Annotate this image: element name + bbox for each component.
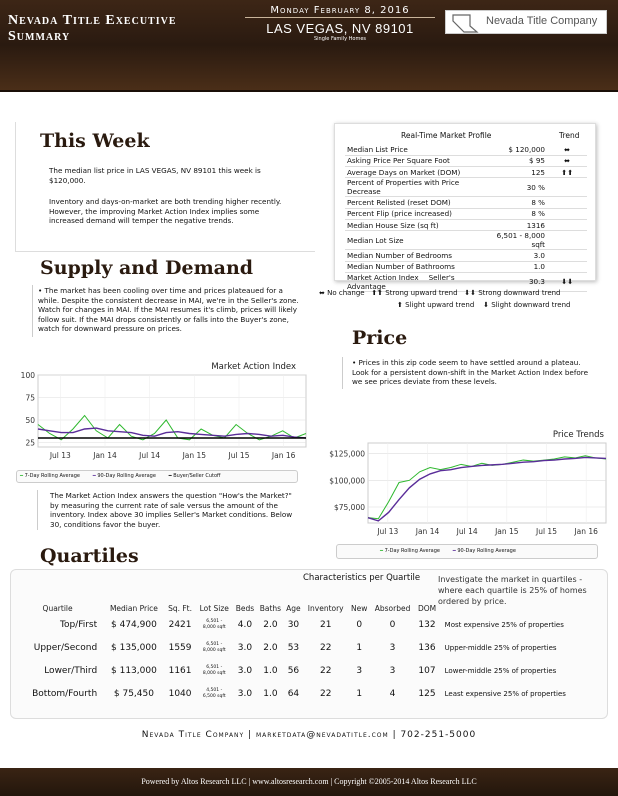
lot-size-line1: 6,501 - <box>206 618 223 624</box>
quartile-cell-abs: 0 <box>389 619 396 630</box>
quartile-column-header: DOM <box>417 604 437 613</box>
quartile-desc-header <box>439 604 602 613</box>
quartile-cell-abs: 3 <box>389 665 396 676</box>
profile-label: Percent Relisted (reset DOM) <box>345 197 493 208</box>
profile-value: 8 % <box>493 197 547 208</box>
trend-icon <box>547 178 587 197</box>
this-week-heading: This Week <box>40 130 150 152</box>
x-tick-label: Jan 15 <box>182 451 207 460</box>
report-title: Nevada Title Executive Summary <box>8 13 177 44</box>
this-week-trends: Inventory and days-on-market are both trending higher recently. However, the improving Market Action Index implies some increased demand will temper the negative trends. <box>49 197 282 225</box>
x-tick-label: Jan 15 <box>495 527 519 536</box>
legend-no-change: No change <box>327 289 365 297</box>
company-logo <box>445 10 607 34</box>
quartile-cell-dom: 107 <box>418 665 436 676</box>
quartile-cell-sqft: 2421 <box>168 619 192 630</box>
profile-value: 3.0 <box>493 250 547 261</box>
quartile-cell-new: 3 <box>356 665 363 676</box>
quartile-cell-abs: 3 <box>389 642 396 653</box>
report-date: Monday February 8, 2016 <box>270 5 410 16</box>
y-tick-label: $100,000 <box>329 476 365 486</box>
quartile-cell-inv: 22 <box>319 642 332 653</box>
price-text <box>352 358 592 387</box>
y-tick-label: $75,000 <box>333 503 365 512</box>
quartile-column-header: New <box>351 604 368 613</box>
no-change-icon: ⬌ <box>319 289 325 297</box>
quartile-column-header: Lot Size <box>199 604 229 613</box>
x-tick-label: Jan 16 <box>574 527 598 536</box>
mai-legend-90day: 90-Day Rolling Average <box>97 473 156 479</box>
quartile-row <box>12 636 602 659</box>
quartile-cell-q: Lower/Third <box>44 665 98 676</box>
strong-up-icon: ⬆⬆ <box>371 289 384 297</box>
quartile-column-header: Sq. Ft. <box>168 604 193 613</box>
profile-row <box>345 250 587 261</box>
profile-row <box>345 178 587 197</box>
quartile-cell-desc: Upper-middle 25% of properties <box>444 643 557 652</box>
slight-down-icon: ⬇ <box>483 301 490 309</box>
profile-row <box>345 155 587 166</box>
market-profile-card <box>334 123 596 291</box>
quartile-column-header: Age <box>286 604 301 613</box>
profile-label: Percent of Properties with Price Decrease <box>345 178 493 197</box>
quartile-column-header: Baths <box>259 604 282 613</box>
header-band <box>0 0 618 92</box>
supply-demand-text <box>38 286 300 334</box>
property-type: Single Family Homes <box>313 36 366 42</box>
price-trends-chart <box>318 425 610 540</box>
profile-label: Percent Flip (price increased) <box>345 208 493 219</box>
trend-icon: ⬆⬆ <box>547 167 587 178</box>
quartile-cell-beds: 3.0 <box>237 642 253 653</box>
profile-row <box>345 231 587 250</box>
lot-size-line2: 8,000 sqft <box>202 624 226 630</box>
quartile-cell-age: 30 <box>287 619 300 630</box>
profile-value: $ 95 <box>493 155 547 166</box>
x-tick-label: Jul 15 <box>228 451 250 460</box>
chart-title: Price Trends <box>552 430 604 440</box>
quartile-cell-baths: 2.0 <box>263 619 278 630</box>
x-tick-label: Jan 14 <box>415 527 440 536</box>
x-tick-label: Jul 15 <box>536 527 557 536</box>
trend-icon: ⬌ <box>547 144 587 155</box>
quartile-cell-beds: 4.0 <box>237 619 253 630</box>
mai-legend-items: ━ 7-Day Rolling Average ━ 90-Day Rolling Average ━ Buyer/Seller Cutoff <box>20 473 221 479</box>
this-week-summary: The median list price in LAS VEGAS, NV 89101 this week is $120,000. <box>49 166 261 185</box>
quartile-cell-q: Bottom/Fourth <box>32 688 98 699</box>
profile-row <box>345 197 587 208</box>
profile-label-1: Market Action Index <box>347 272 419 282</box>
profile-value: 6,501 - 8,000 sqft <box>493 231 547 250</box>
quartile-cell-lot <box>195 659 233 682</box>
nevada-map-icon <box>450 13 480 33</box>
quartile-cell-inv: 22 <box>319 665 332 676</box>
price-legend-7day: 7-Day Rolling Average <box>384 548 440 554</box>
quartile-column-header: Inventory <box>307 604 344 613</box>
profile-label: Median List Price <box>345 144 493 155</box>
profile-value: 125 <box>493 167 547 178</box>
legend-slight-up: Slight upward trend <box>405 301 475 309</box>
bullet-icon: • <box>352 358 359 367</box>
quartiles-heading: Quartiles <box>40 545 139 567</box>
contact-line: Nevada Title Company | marketdata@nevadatitle.com | 702-251-5000 <box>141 730 477 740</box>
plot-area <box>38 375 306 447</box>
quartile-cell-q: Top/First <box>59 619 98 630</box>
mai-legend-cutoff: Buyer/Seller Cutoff <box>173 473 221 479</box>
market-profile-table <box>345 144 587 292</box>
quartile-cell-new: 1 <box>356 688 363 699</box>
quartile-cell-baths: 2.0 <box>263 642 278 653</box>
x-tick-label: Jul 14 <box>139 451 161 460</box>
legend-strong-up: Strong upward trend <box>385 289 458 297</box>
lot-size-line2: 8,000 sqft <box>202 647 226 653</box>
footer-band: Powered by Altos Research LLC | www.altosresearch.com | Copyright ©2005-2014 Altos Research LLC <box>0 768 618 796</box>
quartile-cell-dom: 132 <box>418 619 436 630</box>
quartile-cell-q: Upper/Second <box>33 642 98 653</box>
quartile-cell-abs: 4 <box>389 688 396 699</box>
x-tick-label: Jul 13 <box>49 451 71 460</box>
y-tick-label: $125,000 <box>329 449 365 459</box>
quartile-cell-price: $ 113,000 <box>111 665 157 676</box>
plot-area <box>368 443 606 523</box>
x-tick-label: Jan 16 <box>271 451 296 460</box>
mai-explanation: The Market Action Index answers the question "How's the Market?" by measuring the current rate of sale versus the amount of the inventory. Index above 30 implies Seller's Market conditions. Below 30, conditions favor the buyer. <box>50 491 293 529</box>
quartile-row <box>12 659 602 682</box>
profile-label: Median Number of Bathrooms <box>345 261 493 272</box>
quartile-cell-price: $ 474,900 <box>111 619 157 630</box>
y-tick-label: 50 <box>25 416 35 425</box>
legend-slight-down: Slight downward trend <box>491 301 571 309</box>
supply-demand-heading: Supply and Demand <box>40 257 254 279</box>
y-tick-label: 25 <box>25 438 35 448</box>
trend-icon <box>547 197 587 208</box>
profile-row <box>345 261 587 272</box>
y-tick-label: 100 <box>20 371 35 380</box>
quartile-column-header: Median Price <box>109 604 158 613</box>
profile-label: Median House Size (sq ft) <box>345 219 493 230</box>
quartile-cell-new: 1 <box>356 642 363 653</box>
trend-icon: ⬇⬇ <box>547 272 587 291</box>
lot-size-line1: 4,501 - <box>206 687 223 693</box>
quartile-cell-price: $ 75,450 <box>113 688 154 699</box>
quartile-cell-lot <box>195 613 233 636</box>
legend-strong-down: Strong downward trend <box>478 289 561 297</box>
trend-icon <box>547 261 587 272</box>
trend-legend <box>319 289 609 299</box>
quartile-cell-new: 0 <box>356 619 363 630</box>
divider <box>245 17 435 18</box>
quartiles-intro: Investigate the market in quartiles - where each quartile is 25% of homes ordered by price. <box>438 575 587 606</box>
trend-header: Trend <box>559 131 580 140</box>
quartile-cell-sqft: 1161 <box>168 665 192 676</box>
profile-label: Asking Price Per Square Foot <box>345 155 493 166</box>
quartile-cell-inv: 22 <box>319 688 332 699</box>
quartile-cell-lot <box>195 682 233 705</box>
price-legend-items: ━ 7-Day Rolling Average ━ 90-Day Rolling Average <box>380 548 516 554</box>
quartile-column-header: Beds <box>235 604 255 613</box>
trend-icon <box>547 219 587 230</box>
quartile-cell-desc: Lower-middle 25% of properties <box>444 666 557 675</box>
quartile-cell-inv: 21 <box>319 619 332 630</box>
chart-title: Market Action Index <box>211 362 296 372</box>
quartile-cell-age: 53 <box>287 642 300 653</box>
quartile-cell-desc: Least expensive 25% of properties <box>444 689 566 698</box>
profile-value: 8 % <box>493 208 547 219</box>
quartile-cell-sqft: 1559 <box>168 642 192 653</box>
slight-up-icon: ⬆ <box>397 301 403 309</box>
price-heading: Price <box>352 327 408 349</box>
lot-size-line1: 6,501 - <box>206 664 223 670</box>
mai-legend-7day: 7-Day Rolling Average <box>24 473 80 479</box>
price-body: Prices in this zip code seem to have settled around a plateau. Look for a persistent down-shift in the Market Action Index before we see prices deviate from these levels. <box>352 358 588 386</box>
x-tick-label: Jul 14 <box>456 527 478 536</box>
quartile-cell-age: 64 <box>287 688 300 699</box>
profile-row <box>345 144 587 155</box>
profile-value: $ 120,000 <box>493 144 547 155</box>
profile-label: Median Number of Bedrooms <box>345 250 493 261</box>
profile-value: 30.3 <box>493 272 547 291</box>
market-action-index-chart <box>8 355 308 485</box>
quartile-cell-age: 56 <box>287 665 300 676</box>
trend-legend-2 <box>397 301 607 311</box>
quartile-cell-beds: 3.0 <box>237 688 253 699</box>
profile-label: Median Lot Size <box>345 231 493 250</box>
trend-icon: ⬌ <box>547 155 587 166</box>
quartile-cell-price: $ 135,000 <box>111 642 157 653</box>
quartile-column-header: Quartile <box>42 604 73 613</box>
quartile-cell-baths: 1.0 <box>263 665 278 676</box>
price-legend-90day: 90-Day Rolling Average <box>457 548 516 554</box>
profile-label-2: Seller's Advantage <box>347 272 455 291</box>
trend-icon <box>547 231 587 250</box>
profile-row <box>345 208 587 219</box>
location-title: LAS VEGAS, NV 89101 <box>266 21 414 36</box>
quartile-column-header: Absorbed <box>374 604 411 613</box>
profile-row <box>345 167 587 178</box>
trend-icon <box>547 250 587 261</box>
quartiles-table <box>12 604 602 705</box>
quartile-cell-beds: 3.0 <box>237 665 253 676</box>
x-tick-label: Jan 14 <box>93 451 117 460</box>
y-tick-label: 75 <box>25 393 35 403</box>
logo-text: Nevada Title Company <box>486 15 598 27</box>
profile-label: Average Days on Market (DOM) <box>345 167 493 178</box>
profile-value: 1316 <box>493 219 547 230</box>
bullet-icon: • <box>38 286 45 295</box>
lot-size-line2: 8,000 sqft <box>202 670 226 676</box>
quartile-cell-desc: Most expensive 25% of properties <box>444 620 564 629</box>
market-profile-title: Real-Time Market Profile <box>401 131 492 140</box>
quartile-row <box>12 613 602 636</box>
supply-demand-body: The market has been cooling over time and prices plateaued for a while. Despite the consistent decrease in MAI, we're in the Seller's zone. Watch for changes in MAI. If the MAI resumes it's climb, prices will likely follow suit. If the MAI drops consistently or falls into the Buyer's zone, watch for downward pressure on prices. <box>38 286 299 333</box>
quartile-row <box>12 682 602 705</box>
trend-icon <box>547 208 587 219</box>
x-tick-label: Jul 13 <box>377 527 399 536</box>
quartile-cell-dom: 125 <box>418 688 436 699</box>
quartile-cell-dom: 136 <box>418 642 436 653</box>
lot-size-line2: 6,500 sqft <box>202 693 226 699</box>
lot-size-line1: 6,501 - <box>206 641 223 647</box>
characteristics-title: Characteristics per Quartile <box>303 573 421 583</box>
quartile-cell-lot <box>195 636 233 659</box>
quartile-cell-sqft: 1040 <box>168 688 192 699</box>
strong-down-icon: ⬇⬇ <box>464 289 476 297</box>
profile-row <box>345 219 587 230</box>
quartile-cell-baths: 1.0 <box>263 688 278 699</box>
profile-value: 30 % <box>493 178 547 197</box>
profile-value: 1.0 <box>493 261 547 272</box>
